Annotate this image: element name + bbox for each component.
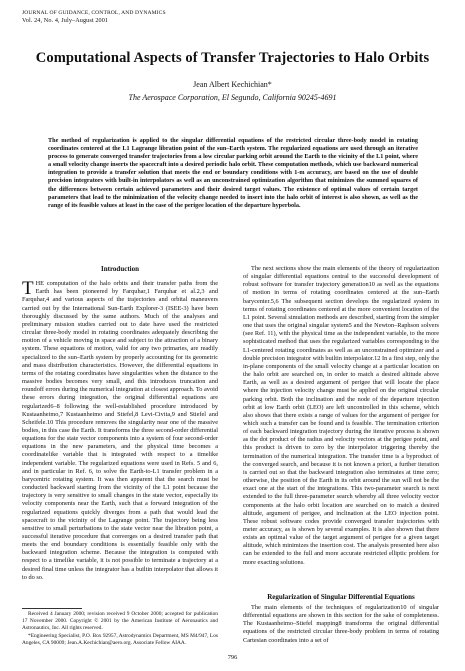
footnote-divider (22, 608, 82, 609)
journal-issue: Vol. 24, No. 4, July–August 2001 (22, 17, 109, 24)
abstract: The method of regularization is applied to the singular differential equations of the restricted circular three-body model in rotating coordinates centered at the L1 Lagrange libration point of the sun–Earth system. The regularized equations are used through an iterative process to generate converged transfer trajectories from a low circular parking orbit around the Earth to the vicinity of the L1 point, where a small velocity change inserts the spacecraft into a desired periodic halo orbit. These computation methods, which use backward numerical integration to provide a transfer solution that meets the end or boundary conditions with 1-m accuracy, are based on the use of double precision integrators with built-in interpolators as well as an unconstrained optimization algorithm that minimizes the summed squares of the differences between certain achieved parameters and their desired target values. The existence of optimal values of certain target parameters that lead to the minimization of the velocity change needed to insert into the halo orbit of interest is also shown, as well as the range of its feasible values at least in the case of the perigee location of the departure hyperbola. (48, 137, 418, 209)
footnote-received: Received 4 January 2000; revision received 9 October 2000; accepted for publication 17 November 2000. Copyright © 2001 by the American Institute of Aeronautics and Astronautics, Inc. All rights reserved. (22, 611, 218, 631)
intro-paragraph-1 (22, 280, 218, 582)
section-heading-regularization: Regularization of Singular Differential Equations (267, 593, 415, 601)
footnotes (22, 611, 218, 648)
intro-paragraph-1-text: HE computation of the halo orbits and their transfer paths from the Earth has been pioneered by Farquhar,1 Farquhar et al.2,3 and Farquhar,4 and various aspects of the trajectories and orbital maneuvers carried out by the International Sun-Earth Explorer-3 (ISEE-3) have been thoroughly discussed by the same authors. Much of the analyses and preliminary mission studies carried out to date have used the restricted circular three-body model in rotating coordinates adequately describing the motion of a vehicle moving in space and subject to the attraction of a binary system. These equations of motion, valid for any two primaries, are readily specialized to the sun–Earth system by properly accounting for its geometric and mass distribution characteristics. However, the differential equations in terms of the rotating coordinates have singularities when the distance to the massive bodies becomes very small, and this introduces truncation and roundoff errors during the numerical integration at closest approach. To avoid these errors during integration, the original differential equations are regularized6–8 following the well-established procedure introduced by Kustaanheimo,7 Kustaanheimo and Stiefel,8 Levi-Civita,9 and Stiefel and Scheifele.10 This procedure removes the singularity near one of the massive bodies, in this case the Earth. It transforms the three second-order differential equations for the state vector components into a system of four second-order equations in the new parameters, and the physical time becomes a coordinatelike variable that is integrated with respect to a timelike independent variable. The regularized equations were used in Refs. 5 and 6, and in particular in Ref. 6, to solve the Earth-to-L1 transfer problem in a barycentric rotating system. It was then apparent that the search must be conducted backward starting from the vicinity of the L1 point because the trajectory is very sensitive to small changes in the state vector, especially its velocity components near the Earth, such that a forward integration of the regularized equations quickly diverges from a path that would lead the spacecraft to the vicinity of the Lagrange point. The trajectory being less sensitive to small perturbations to the state vector near the libration point, a successful iterative procedure that converges on a desired transfer path that meets the end boundary conditions is essentially feasible only with the backward integration scheme. Because the integration is computed with respect to a timelike variable, it is not possible to terminate a trajectory at a desired final time unless the integrator has a builtin interpolator that allows it to do so. (22, 280, 218, 581)
footnote-author: *Engineering Specialist, P.O. Box 92957, Astrodynamics Department, MS M4/947, Los Angeles, CA 90009; Jean.A.Kechichian@aero.org. Associate Fellow AIAA. (22, 632, 218, 646)
intro-paragraph-2: The next sections show the main elements of the theory of regularization of singular differential equations central to the successful development of robust software for transfer trajectory generation10 as well as the equations of motion in terms of rotating coordinates centered at the sun–Earth barycenter.5,6 The subsequent section develops the regularized system in terms of rotating coordinates centered at the more convenient location of the L1 point. Several simulation methods are described, starting from the simpler one that uses the original singular system5 and the Newton–Raphson solvers (see Ref. 11), with the physical time as the independent variable, to the more sophisticated method that uses the regularized variables corresponding to the L1-centered rotating coordinates as well as an unconstrained optimizer and a double precision integrator with builtin interpolator.12 In a first step, only the in-plane components of the small velocity change at a particular location on the halo orbit are searched on, in order to match a desired altitude above Earth, as well as a desired argument of perigee that will locate the place where the injection velocity change must be applied on the original circular parking orbit. Both the inclination and the node of the departure injection orbit at low Earth orbit (LEO) are left uncontrolled in this scheme, which also shows that there exists a range of values for the argument of perigee for which such a transfer can be found and is feasible. The termination criterion of each backward integration trajectory during the iterative process is shown as the dot product of the radius and velocity vectors at the perigee point, and this product is driven to zero by the interpolator triggering thereby the termination of the numerical integration. The transfer time is a byproduct of the converged search, and because it is not known a priori, a further iteration is carried out so that the backward integration also terminates at time zero; otherwise, the position of the Earth in its orbit around the sun will not be the exact one at the start of the integrations. This two-parameter search is next extended to the full three-parameter search whereby all three velocity vector components at the halo orbit location are searched on to match a desired altitude, argument of perigee, and inclination at the LEO injection point. These robust software codes provide converged transfer trajectories with meter accuracy, as is shown by several examples. It is also shown that there exists an optimal value of the target argument of perigee for a given target altitude, which minimizes the insertion cost. The analysis presented here also can be extended to the full and more accurate restricted elliptic problem for more exacting solutions. (243, 265, 439, 566)
drop-cap-letter: T (22, 278, 34, 300)
page-number: 796 (227, 654, 238, 661)
journal-name: JOURNAL OF GUIDANCE, CONTROL, AND DYNAMICS (22, 10, 166, 16)
section-heading-introduction: Introduction (101, 265, 139, 273)
paper-title: Computational Aspects of Transfer Trajectories to Halo Orbits (35, 50, 430, 66)
author-name: Jean Albert Kechichian* (193, 80, 272, 89)
column-left (22, 265, 218, 582)
regularization-paragraph-1: The main elements of the techniques of regularization10 of singular differential equations are shown in this section for the sake of completeness. The Kustaanheimo–Stiefel mapping8 transforms the original differential equations of the restricted circular three-body problem in terms of rotating Cartesian coordinates into a set of (243, 604, 439, 644)
journal-header (22, 9, 166, 25)
column-right (243, 265, 439, 567)
author-affiliation: The Aerospace Corporation, El Segundo, California 90245-4691 (128, 93, 337, 102)
